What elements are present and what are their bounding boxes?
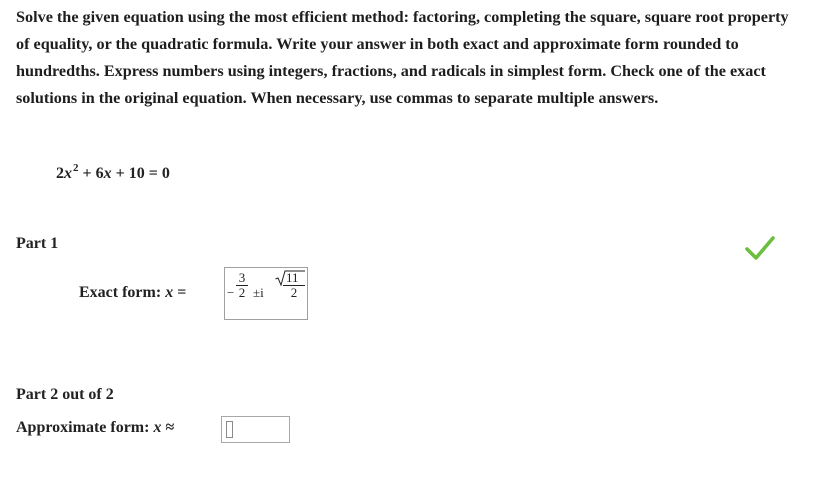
part2-label: Part 2 out of 2 [16,386,114,403]
approx-form-row [16,419,174,437]
exact-answer-box[interactable] [224,267,308,320]
approx-symbol: ≈ [161,419,175,436]
answer-radicand: 11 [286,270,299,285]
equation-term-a: + 6 [78,165,104,182]
exact-form-var: x [165,284,174,301]
approx-form-var: x [153,419,162,436]
equation-exponent: 2 [73,162,79,174]
equation-term-b: + 10 = 0 [111,165,170,182]
equation-coef: 2 [56,165,64,182]
answer-sqrt [275,270,305,285]
exact-form-row [79,284,186,302]
part1-label: Part 1 [16,235,59,252]
answer-frac2-den: 2 [290,285,298,300]
equation [56,162,170,183]
exact-form-equals: = [173,284,187,301]
approx-form-label: Approximate form: [16,419,154,436]
equation-var-2: x [103,165,112,182]
text-cursor-placeholder [226,421,233,438]
answer-frac1-den: 2 [238,285,246,300]
answer-frac1-num: 3 [238,270,246,285]
answer-fraction-1 [236,271,248,300]
exact-form-label: Exact form: [79,284,166,301]
answer-minus: − [227,285,235,300]
answer-pm-i: ±i [253,285,264,300]
problem-instructions: Solve the given equation using the most efficient method: factoring, completing the square, square root property of equality, or the quadratic formula. Write your answer in both exact and approximate form rounded to hundredths. Express numbers using integers, fractions, and radicals in simplest form. Check one of the exact solutions in the original equation. When necessary, use commas to separate multiple answers. [16,8,789,107]
equation-var: x [64,165,72,182]
answer-fraction-2 [275,270,305,300]
approx-answer-input[interactable] [221,416,290,443]
check-icon [745,235,775,261]
